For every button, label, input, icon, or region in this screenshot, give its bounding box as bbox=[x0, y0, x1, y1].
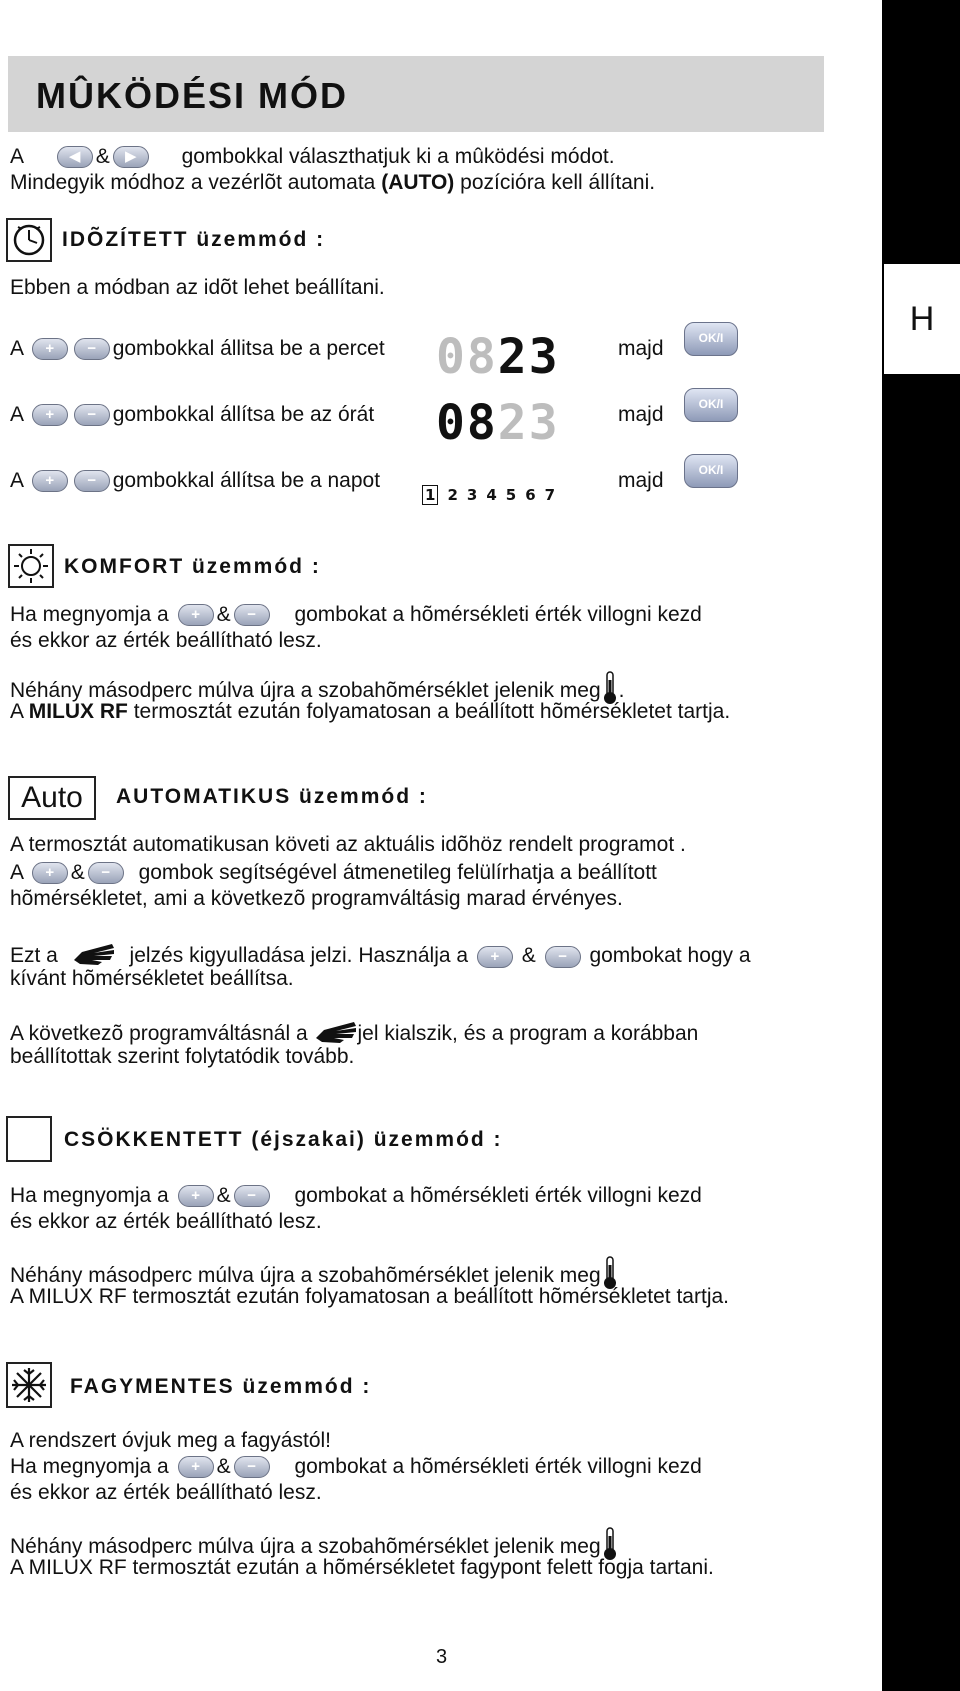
row-text: gombokkal állítsa be a napot bbox=[112, 469, 381, 492]
intro-amp: & bbox=[95, 145, 110, 168]
minus-icon: − bbox=[101, 864, 111, 882]
comfort-p1-line2: és ekkor az érték beállítható lesz. bbox=[10, 629, 322, 652]
plus-button bbox=[477, 946, 513, 968]
auto-icon-label: Auto bbox=[21, 781, 83, 814]
text: Néhány másodperc múlva újra a szobahõmérséklet jelenik meg bbox=[10, 1264, 601, 1288]
plus-icon: + bbox=[45, 472, 55, 490]
minus-button bbox=[234, 1456, 270, 1478]
night-heading: CSÖKKENTETT (éjszakai) üzemmód : bbox=[64, 1128, 503, 1151]
text: A következõ programváltásnál a bbox=[10, 1022, 308, 1046]
amp: & bbox=[70, 861, 85, 884]
right-arrow-icon: ▶ bbox=[124, 148, 137, 166]
majd-label: majd bbox=[618, 469, 664, 492]
ok-button bbox=[684, 454, 738, 488]
auto-p2-line2: hõmérsékletet, ami a következõ programváltásig marad érvényes. bbox=[10, 887, 623, 910]
minus-icon: − bbox=[247, 1187, 256, 1205]
intro-text-1: gombokkal választhatjuk ki a mûködési módot. bbox=[181, 145, 615, 168]
plus-button bbox=[32, 470, 68, 492]
text: termosztát ezután folyamatosan a beállított hõmérsékletet tartja. bbox=[133, 700, 731, 723]
plus-icon: + bbox=[45, 864, 55, 882]
amp: & bbox=[216, 1455, 231, 1478]
majd-label: majd bbox=[618, 403, 664, 426]
day-indicator bbox=[422, 482, 564, 508]
moon-icon bbox=[6, 1116, 52, 1162]
minus-icon: − bbox=[87, 472, 97, 490]
sun-icon bbox=[8, 544, 54, 588]
day-7: 7 bbox=[544, 486, 565, 504]
row-text: gombokkal állítsa be az órát bbox=[112, 403, 375, 426]
minus-button bbox=[234, 1185, 270, 1207]
plus-button bbox=[178, 1456, 214, 1478]
intro-text-2a: Mindegyik módhoz a vezérlõt automata bbox=[10, 171, 376, 194]
page-title: MÛKÖDÉSI MÓD bbox=[36, 75, 348, 116]
text: Ha megnyomja a bbox=[10, 603, 169, 626]
majd-label: majd bbox=[618, 337, 664, 360]
plus-icon: + bbox=[191, 606, 200, 624]
amp: & bbox=[521, 944, 536, 968]
text: A bbox=[10, 700, 23, 723]
minus-button bbox=[234, 604, 270, 626]
night-p1-line2: és ekkor az érték beállítható lesz. bbox=[10, 1210, 322, 1233]
clock-icon bbox=[6, 218, 52, 262]
plus-button bbox=[32, 404, 68, 426]
timer-row-day bbox=[10, 468, 380, 494]
text: A bbox=[10, 861, 23, 884]
comfort-p1-line1 bbox=[10, 602, 702, 628]
text: gombokat a hõmérsékleti érték villogni kezd bbox=[294, 1455, 702, 1478]
text: jel kialszik, és a program a korábban bbox=[357, 1022, 699, 1046]
frost-p3: A MILUX RF termosztát ezután a hõmérsékletet fagypont felett fogja tartani. bbox=[10, 1556, 714, 1579]
ok-label: OK/I bbox=[698, 397, 724, 411]
intro-a: A bbox=[10, 145, 23, 168]
lcd-hours-display bbox=[436, 395, 560, 451]
lcd-minutes-lit: 23 bbox=[497, 329, 560, 385]
row-text: gombokkal állitsa be a percet bbox=[112, 337, 385, 360]
text: gombok segítségével átmenetileg felülírhatja a beállított bbox=[138, 861, 657, 884]
auto-p2-line1 bbox=[10, 860, 657, 886]
plus-button bbox=[178, 604, 214, 626]
lcd-minutes-display bbox=[436, 329, 560, 385]
title-bar bbox=[8, 56, 824, 132]
day-3: 3 bbox=[466, 486, 487, 504]
auto-p4-line2: beállítottak szerint folytatódik tovább. bbox=[10, 1045, 355, 1068]
dot: . bbox=[618, 679, 625, 703]
side-bar bbox=[882, 0, 960, 1691]
minus-icon: − bbox=[87, 406, 97, 424]
row-a: A bbox=[10, 337, 23, 360]
page-number: 3 bbox=[436, 1646, 448, 1668]
frost-p1-line2: és ekkor az érték beállítható lesz. bbox=[10, 1481, 322, 1504]
minus-icon: − bbox=[247, 1458, 256, 1476]
intro-line-2 bbox=[10, 170, 655, 196]
text: Ha megnyomja a bbox=[10, 1184, 169, 1207]
text: Ezt a bbox=[10, 944, 58, 968]
minus-button bbox=[88, 862, 124, 884]
timer-row-minutes bbox=[10, 336, 385, 362]
row-a: A bbox=[10, 469, 23, 492]
lcd-hours-lit: 08 bbox=[436, 395, 498, 451]
plus-button bbox=[32, 862, 68, 884]
intro-text-2b: pozícióra kell állítani. bbox=[460, 171, 656, 194]
text: jelzés kigyulladása jelzi. Használja a bbox=[129, 944, 469, 968]
snowflake-icon bbox=[6, 1362, 52, 1408]
ok-button bbox=[684, 388, 738, 422]
amp: & bbox=[216, 1184, 231, 1207]
ok-label: OK/I bbox=[698, 463, 724, 477]
auto-p3-line2: kívánt hõmérsékletet beállítsa. bbox=[10, 967, 294, 990]
intro-line-1 bbox=[10, 144, 615, 170]
auto-heading: AUTOMATIKUS üzemmód : bbox=[116, 785, 428, 808]
right-arrow-button bbox=[113, 146, 149, 168]
minus-button bbox=[545, 946, 581, 968]
side-tab-label: H bbox=[909, 300, 935, 338]
text: Néhány másodperc múlva újra a szobahõmérséklet jelenik meg bbox=[10, 1535, 601, 1559]
lcd-minutes-dim: 23 bbox=[497, 395, 560, 451]
plus-icon: + bbox=[191, 1458, 200, 1476]
frost-p0: A rendszert óvjuk meg a fagyástól! bbox=[10, 1429, 331, 1452]
text: Ha megnyomja a bbox=[10, 1455, 169, 1478]
timer-desc: Ebben a módban az idõt lehet beállítani. bbox=[10, 276, 385, 299]
timer-heading: IDÕZÍTETT üzemmód : bbox=[62, 228, 326, 251]
amp: & bbox=[216, 603, 231, 626]
plus-icon: + bbox=[191, 1187, 200, 1205]
left-arrow-icon: ◀ bbox=[68, 148, 81, 166]
auto-icon bbox=[8, 776, 96, 820]
minus-icon: − bbox=[87, 340, 97, 358]
minus-icon: − bbox=[558, 947, 567, 965]
minus-button bbox=[74, 338, 110, 360]
day-5: 5 bbox=[505, 486, 526, 504]
night-p1-line1 bbox=[10, 1183, 702, 1209]
plus-icon: + bbox=[45, 340, 55, 358]
plus-button bbox=[178, 1185, 214, 1207]
auto-p1: A termosztát automatikusan követi az aktuális idõhöz rendelt programot . bbox=[10, 833, 686, 856]
comfort-p3 bbox=[10, 699, 730, 725]
plus-button bbox=[32, 338, 68, 360]
text: gombokat hogy a bbox=[589, 944, 751, 968]
ok-label: OK/I bbox=[698, 331, 724, 345]
timer-row-hours bbox=[10, 402, 374, 428]
text: Néhány másodperc múlva újra a szobahõmérséklet jelenik meg bbox=[10, 679, 601, 703]
row-a: A bbox=[10, 403, 23, 426]
left-arrow-button bbox=[57, 146, 93, 168]
minus-icon: − bbox=[247, 606, 256, 624]
frost-heading: FAGYMENTES üzemmód : bbox=[70, 1375, 372, 1398]
intro-auto-bold: (AUTO) bbox=[381, 171, 455, 194]
night-p3: A MILUX RF termosztát ezután folyamatosan a beállított hõmérsékletet tartja. bbox=[10, 1285, 729, 1308]
plus-icon: + bbox=[490, 947, 500, 965]
minus-button bbox=[74, 470, 110, 492]
day-6: 6 bbox=[525, 486, 545, 504]
plus-icon: + bbox=[45, 406, 55, 424]
side-tab-language bbox=[884, 264, 960, 374]
day-4: 4 bbox=[486, 486, 506, 504]
day-1: 1 bbox=[422, 485, 438, 505]
text: gombokat a hõmérsékleti érték villogni kezd bbox=[294, 1184, 702, 1207]
frost-p1-line1 bbox=[10, 1454, 702, 1480]
text: gombokat a hõmérsékleti érték villogni kezd bbox=[294, 603, 702, 626]
product-name: MILUX RF bbox=[28, 700, 128, 723]
comfort-heading: KOMFORT üzemmód : bbox=[64, 555, 321, 578]
day-2: 2 bbox=[447, 486, 467, 504]
lcd-hours-dim: 08 bbox=[436, 329, 498, 385]
minus-button bbox=[74, 404, 110, 426]
ok-button bbox=[684, 322, 738, 356]
